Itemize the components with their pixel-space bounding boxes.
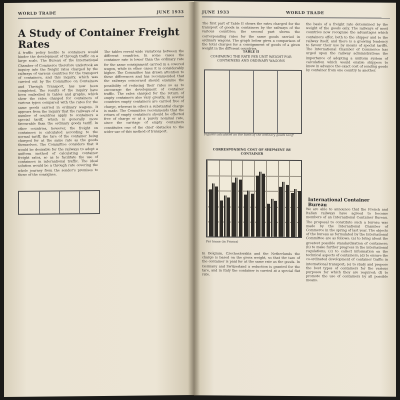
graph-title: CORRESPONDING COST OF SHIPMENT BY CONTAINER bbox=[212, 147, 292, 156]
group-divider bbox=[278, 161, 279, 237]
left-running-head: WORLD TRADE bbox=[18, 10, 57, 16]
table-ii bbox=[204, 69, 302, 134]
table-label: TABLE II bbox=[242, 49, 260, 54]
open-magazine bbox=[4, 2, 396, 396]
table-divider bbox=[39, 192, 40, 214]
right-running-head: WORLD TRADE bbox=[286, 9, 325, 16]
table-divider bbox=[79, 191, 80, 213]
group-divider bbox=[207, 160, 208, 236]
left-column-1: A traffic policy hostile to containers would hinder the development of through traffic on a large scale. The Bureau of the International Chamber of Commerce therefore undertook an inquiry into the freight rates charged by the railways of various countries for the transport of containers, and this inquiry, which was carried out by the Committee on Containers and Through Transport, has now been completed. The results of the inquiry have been embodied in tables and graphs, which show the rates charged for containers of various types compared with the rates for the same goods carried in ordinary wagons. It appears from the inquiry that the railways of a number of countries apply to containers a special tariff, which is generally more favourable than the ordinary goods tariff. In other countries, however, the freight on containers is calculated according to the normal tariff, the tare of the container being charged for at the same rate as the goods themselves. The Committee considers that it would be desirable for the railways to adopt a uniform method of calculating container freight rates, so as to facilitate the use of containers in international traffic. The ideal solution would be a through rate covering the whole journey from the sender's premises to those of the consignee. bbox=[18, 50, 98, 177]
left-running-date: JUNE 1933 bbox=[156, 9, 184, 15]
graph-caption-top: Figures calculated on the basis of the ordinary goods tariff bbox=[204, 132, 294, 137]
graph-caption-bottom: Per tonne (in Francs) bbox=[206, 239, 239, 244]
left-column-2: The tables reveal wide variations between the different countries. In some cases the container rate is lower than the ordinary rate for the same consignment carried in a covered wagon, while in other cases it is considerably higher. The Committee has drawn attention to these differences and has recommended that the railways concerned should examine the possibility of reducing their rates so as to encourage the development of container traffic. The rates charged for the return of empty containers also vary greatly; in several countries empty containers are carried free of charge, whereas in others a substantial charge is made. The Committee recommends that the return of empty containers should be effected free of charge or at a purely nominal rate, since the carriage of empty containers constitutes one of the chief obstacles to the wider use of this method of transport. bbox=[104, 49, 184, 134]
right-running-date: JUNE 1933 bbox=[202, 9, 230, 15]
header-rule bbox=[18, 16, 184, 19]
chart-bar bbox=[298, 191, 301, 237]
right-intro-text: The first part of Table II shows the rates charged for the transport of goods in containers by the railways of the various countries; the second part shows the corresponding rates for the same goods carried in ordinary wagons. The graph below gives a comparison of the total charges for a consignment of goods of a given weight in the different countries. bbox=[202, 21, 300, 51]
table-divider bbox=[59, 191, 60, 213]
group-divider bbox=[242, 161, 243, 237]
header-rule bbox=[202, 16, 390, 18]
right-page bbox=[194, 1, 396, 396]
group-divider bbox=[289, 161, 290, 237]
group-divider bbox=[266, 161, 267, 237]
section-heading: International Container Bureau bbox=[308, 198, 370, 209]
table-title: COMPARING THE RATE PER UNIT WEIGHT FOR CONTAINERS AND ORDINARY WAGONS bbox=[210, 54, 292, 63]
table-divider bbox=[277, 71, 278, 133]
group-divider bbox=[254, 161, 255, 237]
group-divider bbox=[231, 161, 232, 237]
table-divider bbox=[253, 71, 254, 133]
container-cost-bar-chart bbox=[206, 159, 302, 238]
right-lower-text: In Belgium, Czechoslovakia and the Netherlands the charge is based on the gross weight, so that the tare of the container is paid for at the same rate as the goods. In Germany and Switzerland a reduction is granted for the tare, and in Italy the container is carried at a special flat rate. bbox=[202, 251, 300, 277]
rates-inset-table bbox=[18, 190, 100, 215]
book-gutter bbox=[188, 2, 200, 396]
right-column-text-2: We are able to announce that the French and Italian railways have agreed to become members of an International Container Bureau. The proposal to constitute such a bureau was made by the International Chamber of Commerce in the spring of last year. The objects of the bureau as formulated by the International Committee are as follows: (a) to bring about the greatest possible standardisation of containers; (b) to make further progress in the international regulations; (c) to collect information on the technical aspects of containers; (d) to ensure the co-ordinated development of container traffic in international transport; (e) to study and propose the best types of containers for the various purposes for which they are required; (f) to promote the use of containers by all possible means. bbox=[306, 207, 388, 283]
article-title: A Study of Container Freight Rates bbox=[18, 27, 180, 51]
table-divider bbox=[229, 71, 230, 133]
right-column-text: the basis of a freight rate determined by the weight of the goods only. The railways of most countries now recognise the advantages which containers offer, both to the shipper and to the railway itself, and there is a growing tendency to favour their use by means of special tariffs. The International Chamber of Commerce has urged upon the railway administrations the importance of adopting a uniform system of calculation which would enable shippers to know in advance the exact cost of sending goods by container from one country to another. bbox=[306, 22, 388, 73]
left-page bbox=[4, 1, 194, 397]
group-divider bbox=[219, 160, 220, 236]
